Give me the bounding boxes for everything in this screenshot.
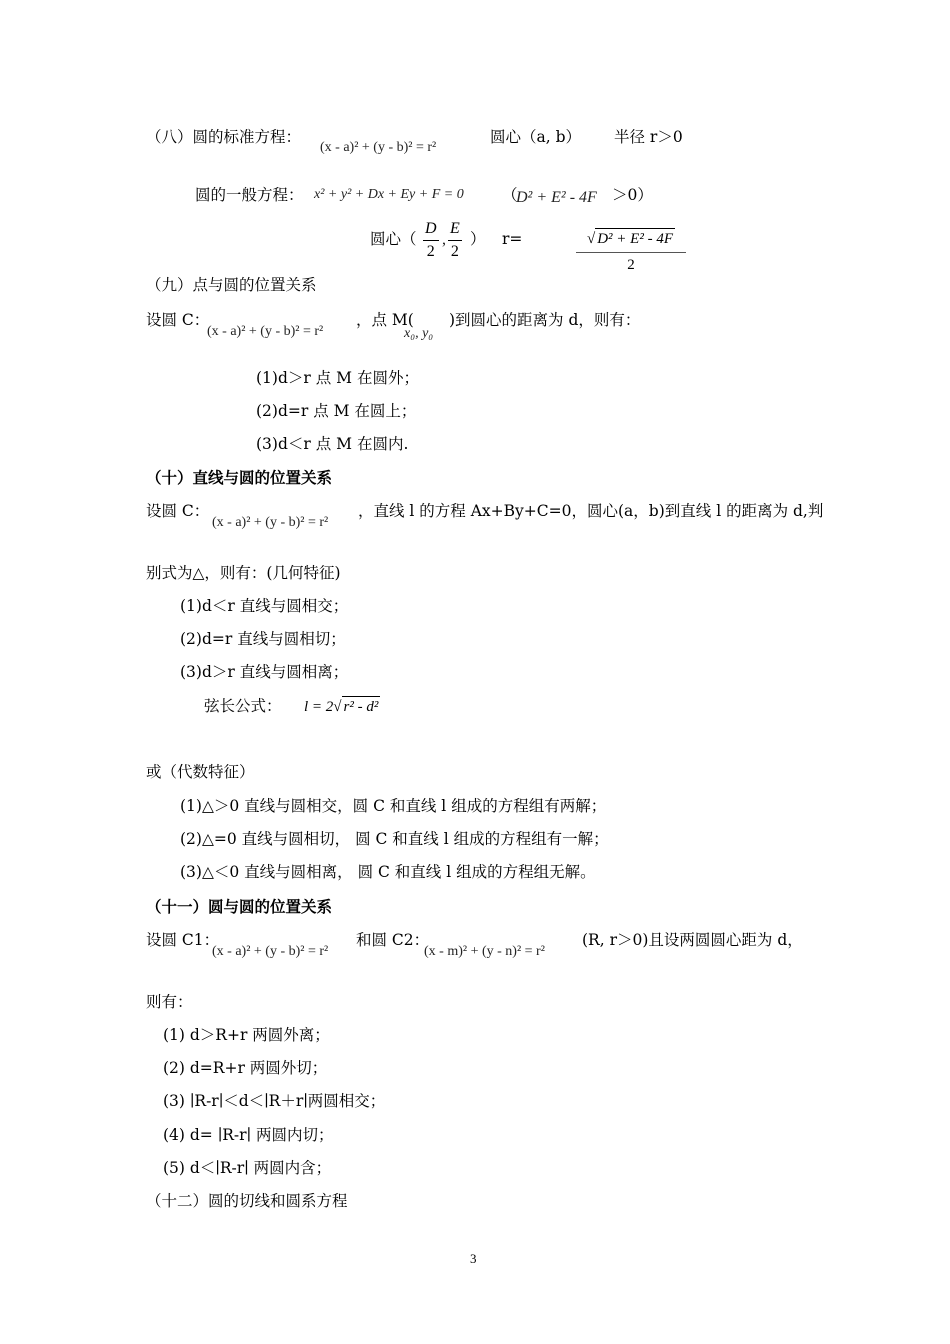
circle-relation-item: (3) ∣R-r∣＜d＜∣R＋r∣两圆相交；: [163, 1092, 386, 1110]
fraction-numerator: D: [423, 221, 439, 241]
section-11-title: （十一）圆与圆的位置关系: [146, 897, 333, 916]
general-equation-label: 圆的一般方程：: [195, 186, 304, 204]
radius-label: 半径 r＞0: [614, 128, 683, 146]
algebraic-title: 或（代数特征）: [146, 763, 255, 781]
section-9-point-open: ，点 M(: [356, 311, 414, 329]
section-10-intro-cont: 别式为△，则有：(几何特征): [146, 564, 341, 582]
point-coordinates: x₀, y₀: [404, 326, 434, 341]
section-11-intro-end: (R, r＞0)且设两圆圆心距为 d，: [582, 931, 803, 949]
fraction-denominator: 2: [426, 243, 435, 260]
point-relation-item: (1)d＞r 点 M 在圆外；: [256, 369, 419, 387]
general-equation: x² + y² + Dx + Ey + F = 0: [314, 187, 464, 202]
general-condition-close: ＞0）: [612, 186, 653, 204]
fraction-comma: ,: [442, 231, 446, 248]
center-label: 圆心（a, b）: [490, 128, 582, 146]
geometric-item: (3)d＞r 直线与圆相离；: [180, 663, 349, 681]
section-10-intro-line: ，直线 l 的方程 Ax+By+C=0，圆心(a，b)到直线 l 的距离为 d,判: [358, 502, 824, 520]
section-9-intro: 设圆 C：: [146, 311, 210, 329]
algebraic-item: (2)△=0 直线与圆相切， 圆 C 和直线 l 组成的方程组有一解；: [180, 830, 609, 848]
sqrt-sign: √: [333, 699, 342, 715]
radius-sqrt-expr: D² + E² - 4F: [595, 228, 675, 247]
section-9-intro-end: )到圆心的距离为 d，则有：: [449, 311, 641, 329]
section-9-title: （九）点与圆的位置关系: [146, 276, 317, 294]
general-condition-open: （: [502, 186, 518, 204]
circle-relation-item: (2) d=R+r 两圆外切；: [163, 1059, 328, 1077]
chord-length-label: 弦长公式：: [204, 697, 282, 715]
geometric-item: (1)d＜r 直线与圆相交；: [180, 597, 349, 615]
general-condition-expr: D² + E² - 4F: [516, 189, 597, 206]
radius-general-label: r=: [502, 230, 523, 248]
fraction-d-over-2: [423, 221, 439, 260]
page-number: 3: [470, 1251, 477, 1266]
circle-c2-equation: (x - m)² + (y - n)² = r²: [424, 944, 545, 959]
center-general-close: ）: [470, 230, 486, 248]
chord-lhs: l = 2: [304, 699, 334, 715]
standard-equation: (x - a)² + (y - b)² = r²: [320, 140, 437, 155]
circle-equation: (x - a)² + (y - b)² = r²: [207, 324, 324, 339]
circle-equation: (x - a)² + (y - b)² = r²: [212, 515, 329, 530]
fraction-numerator: E: [448, 221, 462, 241]
circle-relation-item: (4) d= ∣R-r∣ 两圆内切；: [163, 1126, 334, 1144]
point-relation-item: (3)d＜r 点 M 在圆内.: [256, 435, 409, 453]
center-general-label: 圆心（: [370, 230, 417, 248]
section-11-intro: 设圆 C1：: [146, 931, 220, 949]
radius-denominator: 2: [627, 257, 635, 273]
section-10-intro: 设圆 C：: [146, 502, 210, 520]
circle-relation-item: (5) d＜∣R-r∣ 两圆内含；: [163, 1159, 332, 1177]
section-10-title: （十）直线与圆的位置关系: [146, 468, 333, 487]
chord-length-formula: [304, 700, 380, 715]
fraction-denominator: 2: [450, 243, 459, 260]
circle-c1-equation: (x - a)² + (y - b)² = r²: [212, 944, 329, 959]
geometric-item: (2)d=r 直线与圆相切；: [180, 630, 346, 648]
section-11-then: 则有：: [146, 993, 193, 1011]
fraction-e-over-2: [448, 221, 462, 260]
circle-relation-item: (1) d＞R+r 两圆外离；: [163, 1026, 330, 1044]
chord-radicand: r² - d²: [342, 696, 381, 715]
radius-formula: [576, 231, 686, 274]
sqrt-sign: √: [586, 231, 596, 247]
section-8-title: （八）圆的标准方程：: [146, 128, 302, 146]
algebraic-item: (3)△＜0 直线与圆相离， 圆 C 和直线 l 组成的方程组无解。: [180, 863, 596, 881]
section-11-c2-label: 和圆 C2：: [356, 931, 430, 949]
section-12-title: （十二）圆的切线和圆系方程: [146, 1192, 348, 1210]
algebraic-item: (1)△＞0 直线与圆相交，圆 C 和直线 l 组成的方程组有两解；: [180, 797, 607, 815]
point-relation-item: (2)d=r 点 M 在圆上；: [256, 402, 417, 420]
